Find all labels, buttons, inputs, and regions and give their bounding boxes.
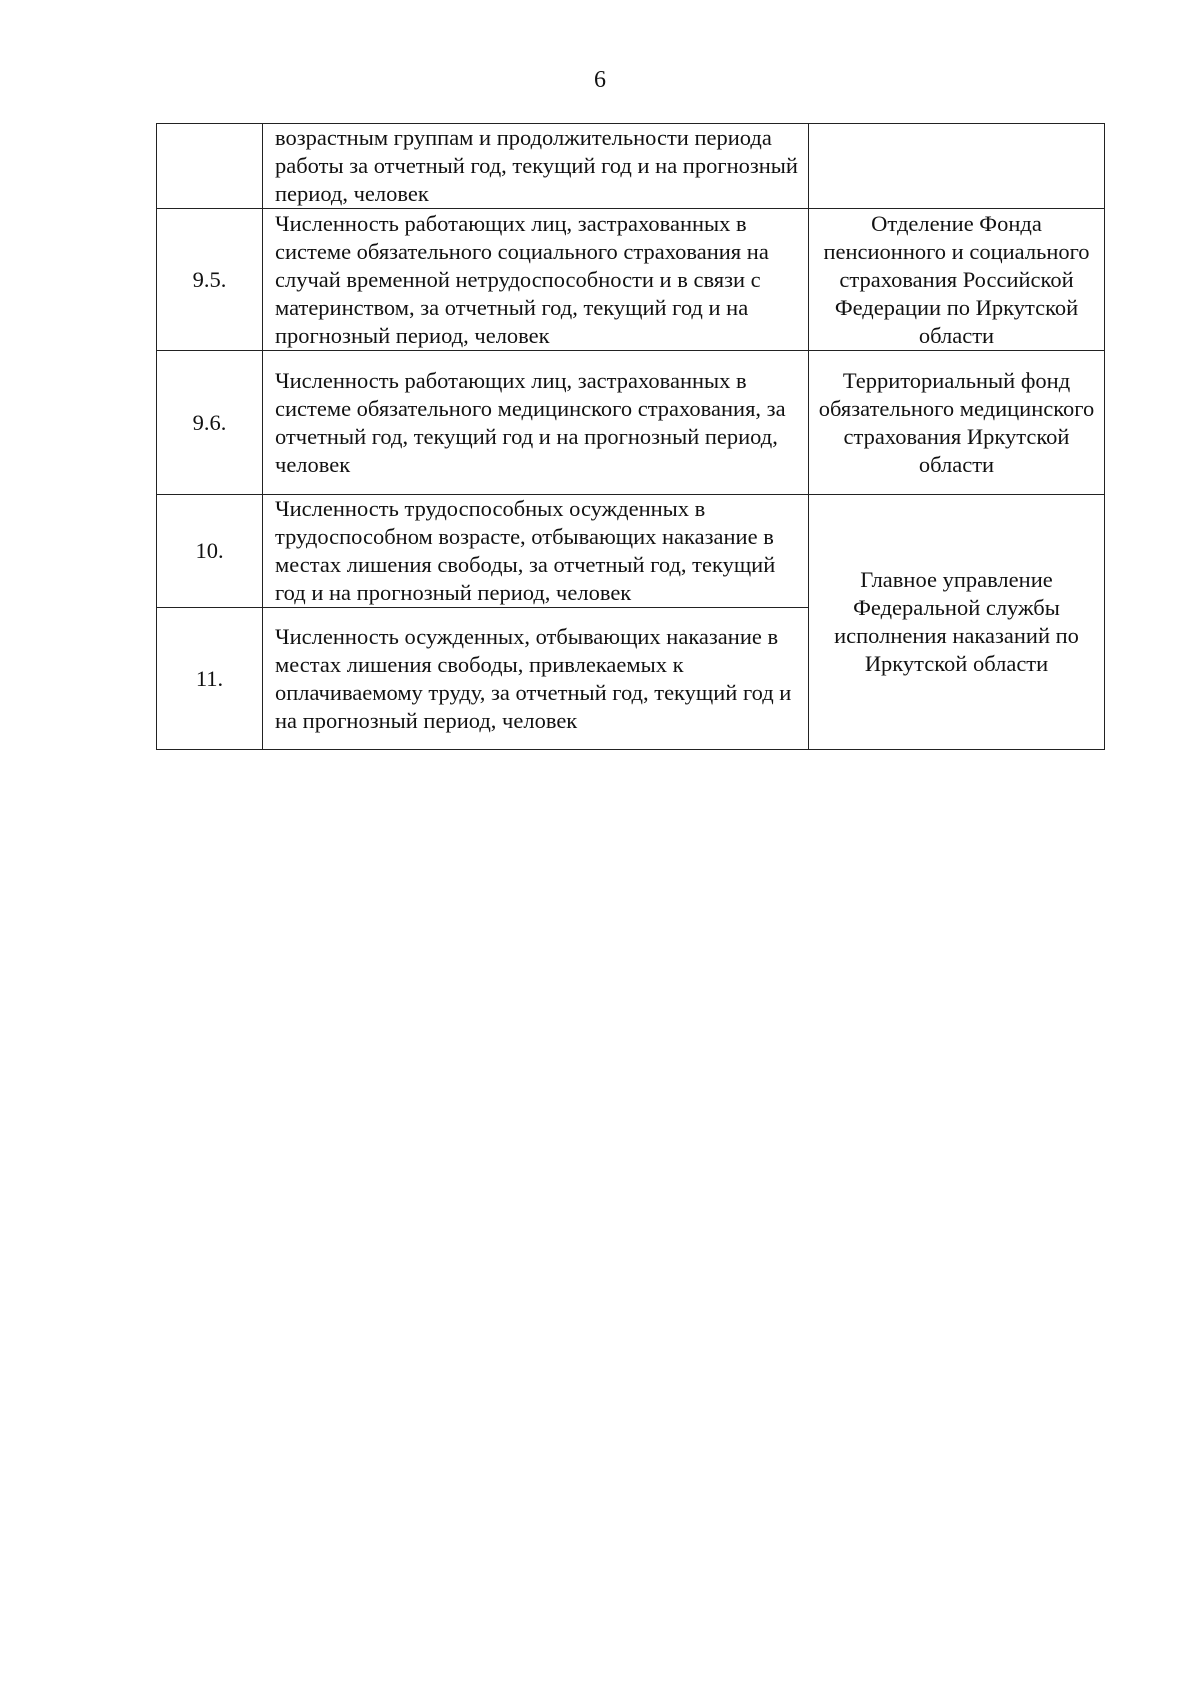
- indicators-table: [156, 123, 1105, 750]
- table-row: [157, 124, 1105, 209]
- table-row: [157, 209, 1105, 351]
- row-number: 9.6.: [157, 351, 263, 495]
- page-number: 6: [594, 67, 606, 93]
- row-number: 10.: [157, 495, 263, 608]
- table-row: [157, 351, 1105, 495]
- row-organization: Главное управление Федеральной службы исполнения наказаний по Иркутской области: [809, 495, 1105, 750]
- row-description: возрастным группам и продолжительности периода работы за отчетный год, текущий год и на прогнозный период, человек: [263, 124, 809, 209]
- row-organization: Отделение Фонда пенсионного и социального страхования Российской Федерации по Иркутской области: [809, 209, 1105, 351]
- row-number: [157, 124, 263, 209]
- row-number: 9.5.: [157, 209, 263, 351]
- row-number: 11.: [157, 608, 263, 750]
- row-description: Численность работающих лиц, застрахованных в системе обязательного социального страхования на случай временной нетрудоспособности и в связи с материнством, за отчетный год, текущий год и на прогнозный период, человек: [263, 209, 809, 351]
- row-description: Численность трудоспособных осужденных в трудоспособном возрасте, отбывающих наказание в местах лишения свободы, за отчетный год, текущий год и на прогнозный период, человек: [263, 495, 809, 608]
- row-organization: [809, 124, 1105, 209]
- row-description: Численность работающих лиц, застрахованных в системе обязательного медицинского страхования, за отчетный год, текущий год и на прогнозный период, человек: [263, 351, 809, 495]
- row-description: Численность осужденных, отбывающих наказание в местах лишения свободы, привлекаемых к оплачиваемому труду, за отчетный год, текущий год и на прогнозный период, человек: [263, 608, 809, 750]
- row-organization: Территориальный фонд обязательного медицинского страхования Иркутской области: [809, 351, 1105, 495]
- table-row: [157, 495, 1105, 608]
